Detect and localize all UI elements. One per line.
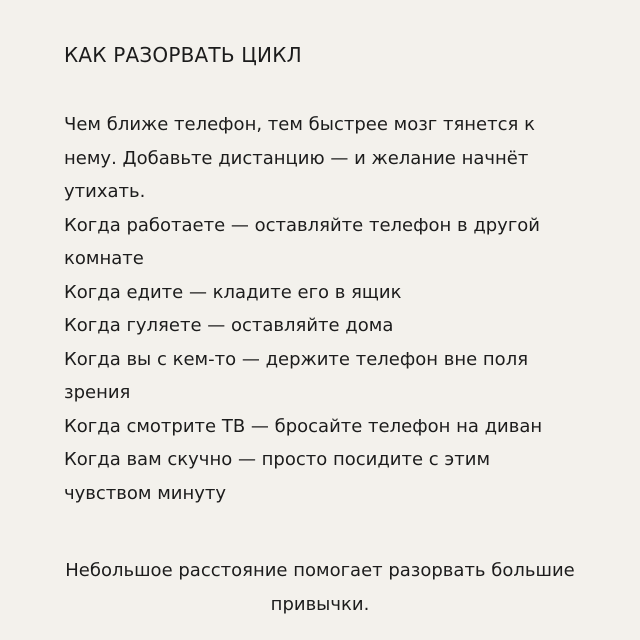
closing-text: Небольшое расстояние помогает разорвать большие привычки. [65,560,575,615]
tip-item: Когда вы с кем-то — держите телефон вне поля зрения [64,348,529,403]
tip-item: Когда работаете — оставляйте телефон в другой комнате [64,214,541,269]
tip-item: Когда смотрите ТВ — бросайте телефон на диван [64,415,543,437]
tip-item: Когда вам скучно — просто посидите с этим чувством минуту [64,449,491,504]
tip-item: Когда едите — кладите его в ящик [64,281,402,303]
body-text [64,108,564,510]
page-title: КАК РАЗОРВАТЬ ЦИКЛ [64,43,302,67]
tip-item: Когда гуляете — оставляйте дома [64,315,394,336]
intro-paragraph: Чем ближе телефон, тем быстрее мозг тянется к нему. Добавьте дистанцию — и желание начнёт утихать. [64,114,535,202]
